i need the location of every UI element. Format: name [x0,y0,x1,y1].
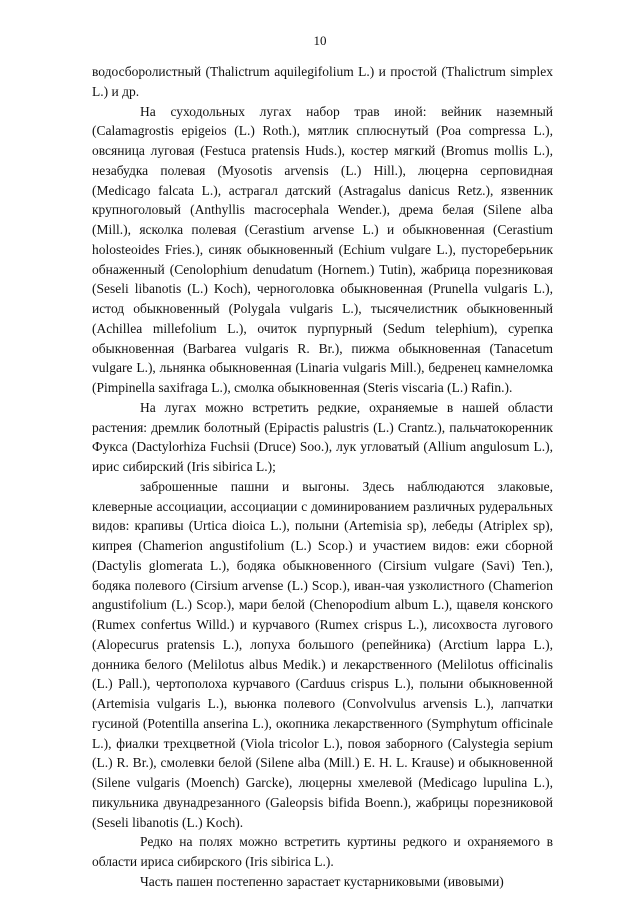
paragraph-abandoned-fields: заброшенные пашни и выгоны. Здесь наблюдаются злаковые, клеверные ассоциации, ассоциации с доминированием различных рудеральных видов: крапивы (Urtica dioica L.), полыни (Artemisia sp), лебеды (Atriplex sp), кипрея (Chamerion angustifolium (L.) Scop.) и участием видов: ежи сборной (Dactylis glomerata L.), бодяка обыкновенного (Cirsium vulgare (Savi) Ten.), бодяка полевого (Cirsium arvense (L.) Scop.), иван-чая узколистного (Chamerion angustifolium (L.) Scop.), мари белой (Chenopodium album L.), щавеля конского (Rumex confertus Willd.) и курчавого (Rumex crispus L.), лисохвоста лугового (Alopecurus pratensis L.), лопуха большого (репейника) (Arctium lappa L.), донника белого (Melilotus albus Medik.) и лекарственного (Melilotus officinalis (L.) Pall.), чертополоха курчавого (Carduus crispus L.), полыни обыкновенной (Artemisia vulgaris L.), вьюнка полевого (Convolvulus arvensis L.), лапчатки гусиной (Potentilla anserina L.), окопника лекарственного (Symphytum officinale L.), фиалки трехцветной (Viola tricolor L.), повоя заборного (Calystegia sepium (L.) R. Br.), смолевки белой (Silene alba (Mill.) E. H. L. Krause) и обыкновенной (Silene vulgaris (Moench) Garcke), люцерны хмелевой (Medicago lupulina L.), пикульника двунадрезанного (Galeopsis bifida Boenn.), жабрицы порезниковой (Seseli libanotis (L.) Koch). [92,478,553,830]
paragraph-iris-fields: Редко на полях можно встретить куртины редкого и охраняемого в области ириса сибирского (Iris sibirica L.). [92,834,553,869]
page-number: 10 [313,33,327,48]
paragraph-continuation: водосборолистный (Thalictrum aquilegifolium L.) и простой (Thalictrum simplex L.) и др. [92,64,553,99]
paragraph-rare-species: На лугах можно встретить редкие, охраняемые в нашей области растения: дремлик болотный (Epipactis palustris (L.) Crantz.), пальчатокоренник Фукса (Dactylorhiza Fuchsii (Druce) Soo.), лук угловатый (Allium angulosum L.), ирис сибирский (Iris sibirica L.); [92,399,553,474]
paragraph-shrub-overgrowth: Часть пашен постепенно зарастает кустарниковыми (ивовыми) [140,873,504,889]
body-text [92,62,553,892]
paragraph-dry-meadows: На суходольных лугах набор трав иной: вейник наземный (Calamagrostis epigeios (L.) Roth.), мятлик сплюснутый (Poa compressa L.), овсяница луговая (Festuca pratensis Huds.), костер мягкий (Bromus mollis L.), незабудка полевая (Myosotis arvensis (L.) Hill.), люцерна серповидная (Medicago falcata L.), астрагал датский (Astragalus danicus Retz.), язвенник крупноголовый (Anthyllis macrocephala Wender.), дрема белая (Silene alba (Mill.), ясколка полевая (Cerastium arvense L.) и обыкновенная (Cerastium holosteoides Fries.), синяк обыкновенный (Echium vulgare L.), пустореберьник обнаженный (Cenolophium denudatum (Hornem.) Tutin), жабрица порезниковая (Seseli libanotis (L.) Koch), черноголовка обыкновенная (Prunella vulgaris L.), истод обыкновенный (Polygala vulgaris L.), тысячелистник обыкновенный (Achillea millefolium L.), очиток пурпурный (Sedum telephium), сурепка обыкновенная (Barbarea vulgaris R. Br.), пижма обыкновенная (Tanacetum vulgare L.), льнянка обыкновенная (Linaria vulgaris Mill.), бедренец камнеломка (Pimpinella saxifraga L.), смолка обыкновенная (Steris viscaria (L.) Rafin.). [92,103,553,395]
